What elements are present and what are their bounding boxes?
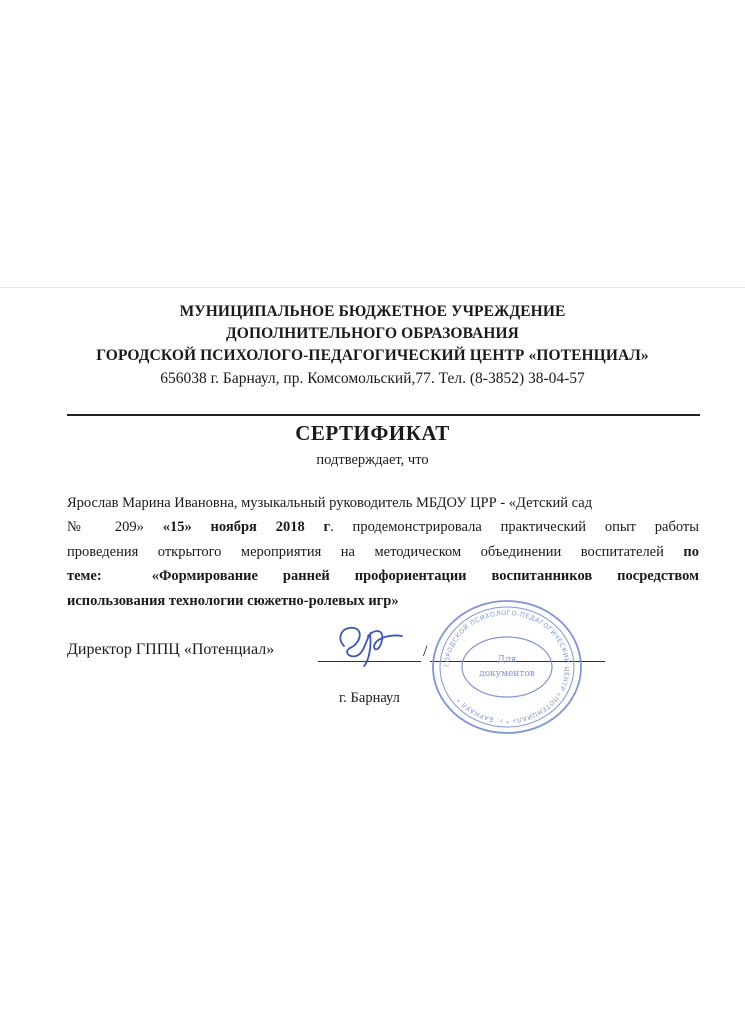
topic-label: теме: [67,568,102,584]
body-line-1-text: Ярослав Марина Ивановна, музыкальный руководитель МБДОУ ЦРР - «Детский сад [67,495,593,511]
org-address: 656038 г. Барнаул, пр. Комсомольский,77. Тел. (8-3852) 38-04-57 [160,370,585,387]
org-name-line-3: ГОРОДСКОЙ ПСИХОЛОГО-ПЕДАГОГИЧЕСКИЙ ЦЕНТР «ПОТЕНЦИАЛ» [96,347,649,364]
director-signature [330,618,410,668]
paper-fold-line [0,287,745,288]
certificate-subtitle: подтверждает, что [316,452,429,468]
body-line-2-rest: . продемонстрировала практический опыт работы [330,519,699,535]
body-text-line-5 [67,592,699,610]
topic-title-part-2: использования технологии сюжетно-ролевых игр» [67,593,399,609]
director-label: Директор ГППЦ «Потенциал» [67,641,275,658]
organization-stamp [428,597,586,737]
stamp-ring-text: ГОРОДСКОЙ ПСИХОЛОГО-ПЕДАГОГИЧЕСКИЙ ЦЕНТР «ПОТЕНЦИАЛ» * г. БАРНАУЛ * [443,609,571,725]
body-text-line-2 [67,518,699,536]
org-name-line-1: МУНИЦИПАЛЬНОЕ БЮДЖЕТНОЕ УЧРЕЖДЕНИЕ [179,303,566,320]
body-text-line-3 [67,543,699,561]
certificate-title: СЕРТИФИКАТ [295,421,450,445]
stamp-center-line-1: Для [497,655,517,665]
city-label: г. Барнаул [339,690,400,706]
body-line-2-number: № 209» [67,519,144,535]
body-text-line-1 [67,494,699,512]
header-divider [67,414,700,416]
body-line-3-text: проведения открытого мероприятия на методическом объединении воспитателей [67,544,664,560]
stamp-center-line-2: документов [479,669,535,679]
svg-text:ГОРОДСКОЙ ПСИХОЛОГО-ПЕДАГОГИЧЕ [444,610,572,724]
org-name-line-2: ДОПОЛНИТЕЛЬНОГО ОБРАЗОВАНИЯ [226,325,519,342]
topic-title-part-1: «Формирование ранней профориентации воспитанников посредством [151,568,699,584]
body-text-line-4 [67,567,699,585]
signature-separator: / [423,643,428,660]
event-date: «15» ноября 2018 г [162,519,331,535]
body-line-3-bold: по [683,544,699,560]
